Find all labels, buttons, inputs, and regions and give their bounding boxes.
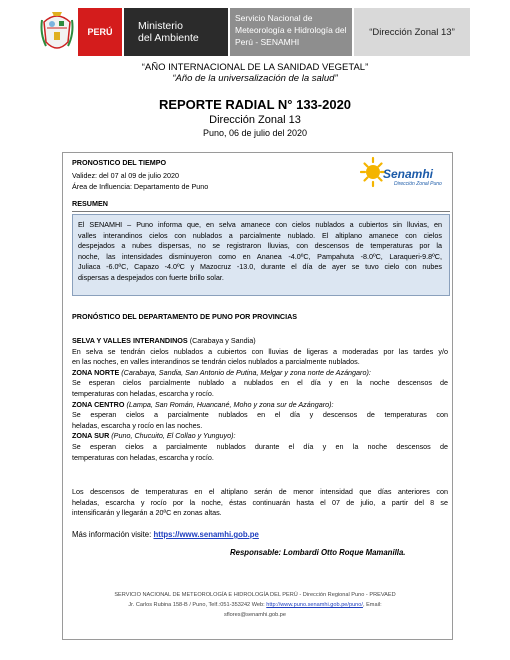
service-line-2: Meteorología e Hidrología del	[235, 25, 347, 35]
centro-heading-line	[72, 400, 448, 411]
ministry-label	[124, 8, 228, 56]
centro-line: heladas, escarcha y rocío en las noches.	[72, 420, 203, 430]
responsible-person: Responsable: Lombardi Otto Roque Mamanilla.	[230, 548, 406, 557]
descensos-line: heladas, escarcha y rocío por la noche, éstas continuarán hasta el 07 de julio, a partir del 8 se	[72, 497, 448, 507]
descensos-line: Los descensos de temperaturas en el altiplano serán de menor intensidad que días anteriores con	[72, 487, 448, 496]
logo-name: Senamhi	[383, 167, 434, 181]
norte-places: (Carabaya, Sandia, San Antonio de Putina, Melgar y zona norte de Azángaro):	[121, 367, 371, 377]
footer-web-link[interactable]: http://www.puno.senamhi.gob.pe/puno/	[266, 602, 363, 608]
ministry-line-2: del Ambiente	[138, 32, 199, 44]
selva-heading: SELVA Y VALLES INTERANDINOS	[72, 336, 188, 345]
forecast-validity: Validez: del 07 al 09 de julio 2020	[72, 171, 179, 180]
ministry-line-1: Ministerio	[138, 20, 183, 32]
report-date: Puno, 06 de julio del 2020	[202, 128, 308, 138]
service-line-3: Perú - SENAMHI	[235, 37, 300, 47]
centro-heading: ZONA CENTRO	[72, 399, 125, 409]
selva-places: (Carabaya y Sandia)	[189, 336, 256, 345]
selva-line: en las noches, en valles interandinos se tendrán cielos nublados a parcialmente nublados.	[72, 357, 360, 367]
centro-line: Se esperan cielos a parcialmente nublados en el día y descensos de temperaturas con	[72, 410, 448, 420]
summary-line: valles interandinos cielos con nublados a parcialmente nublado. El altiplano amanece con cielos	[78, 230, 442, 240]
selva-line: En selva se tendrán cielos nublados a cubiertos con lluvias de ligeras a moderadas por las tardes y/o	[72, 346, 448, 356]
forecast-heading: PRONOSTICO DEL TIEMPO	[72, 158, 167, 167]
provinces-heading: PRONÓSTICO DEL DEPARTAMENTO DE PUNO POR PROVINCIAS	[72, 312, 298, 321]
centro-places: (Lampa, San Román, Huancané, Moho y zona sur de Azángaro):	[126, 399, 334, 409]
footer-line-2	[0, 602, 510, 608]
norte-heading: ZONA NORTE	[72, 367, 120, 377]
summary-line: despejados a nubes dispersas, no se registraron lluvias, con descensos de temperaturas por la	[78, 241, 442, 251]
footer-email: sflores@senamhi.gob.pe	[224, 612, 286, 618]
more-info	[72, 530, 259, 541]
summary-line: El SENAMHI – Puno informa que, en selva amanece con cielos nublados a cubiertos sin lluvias, en	[78, 220, 442, 229]
more-info-label: Más información visite:	[72, 530, 152, 539]
sur-line: Se esperan cielos a parcialmente nublados durante el día y en la noche descensos de	[72, 441, 448, 451]
norte-line: temperaturas con heladas, escarcha y rocío.	[72, 388, 214, 398]
header-banner	[38, 8, 470, 56]
summary-divider	[72, 211, 450, 212]
summary-line: noche, las intensidades disminuyeron como en Ananea -4.0ºC, Pampahuta -8.0ºC, Laraqueri-9.8ºC,	[78, 251, 442, 261]
logo-tagline: Dirección Zonal Puno	[394, 181, 442, 187]
footer-email-label: , Email:	[362, 602, 382, 608]
summary-heading: RESUMEN	[72, 199, 108, 208]
year-motto: “Año de la universalización de la salud”	[172, 73, 338, 84]
norte-heading-line	[72, 368, 448, 379]
footer-address: Jr. Carlos Rubina 158-B / Puno, Telf.:051-353242 Web:	[128, 602, 265, 608]
forecast-area: Área de Influencia: Departamento de Puno	[72, 182, 209, 191]
year-name: “AÑO INTERNACIONAL DE LA SANIDAD VEGETAL”	[141, 62, 369, 73]
selva-heading-line	[72, 336, 448, 347]
summary-line: dispersas a despejados con fuerte brillo solar.	[78, 272, 224, 282]
country-label: PERÚ	[78, 8, 122, 56]
sur-places: (Puno, Chucuito, El Collao y Yunguyo):	[111, 431, 236, 441]
report-subtitle: Dirección Zonal 13	[209, 114, 301, 126]
senamhi-website-link[interactable]: https://www.senamhi.gob.pe	[153, 530, 259, 539]
sur-heading: ZONA SUR	[72, 431, 110, 441]
service-line-1: Servicio Nacional de	[235, 13, 313, 23]
descensos-line: intensificarán y llegarán a 20ºC en zonas altas.	[72, 508, 222, 518]
sur-heading-line	[72, 431, 448, 442]
peru-coat-of-arms-icon	[38, 8, 76, 56]
zone-label: “Dirección Zonal 13”	[354, 8, 470, 56]
norte-line: Se esperan cielos parcialmente nublado a nublados en el día y en la noche descensos de	[72, 378, 448, 388]
sur-line: temperaturas con heladas, escarcha y rocío.	[72, 452, 214, 462]
summary-line: Juliaca -6.0ºC, Capazo -4.0ºC y Mazocruz -13.0, durante el día de ayer se tuvo cielo con nubes	[78, 262, 442, 272]
descensos-paragraph	[72, 487, 448, 519]
report-title: REPORTE RADIAL N° 133-2020	[158, 97, 352, 112]
service-label	[230, 8, 352, 56]
summary-text	[78, 220, 442, 284]
forecast-sections	[72, 336, 448, 463]
footer-line-1: SERVICIO NACIONAL DE METEOROLOGÍA E HIDROLOGÍA DEL PERÚ - Dirección Regional Puno - PREVAED	[114, 592, 396, 598]
